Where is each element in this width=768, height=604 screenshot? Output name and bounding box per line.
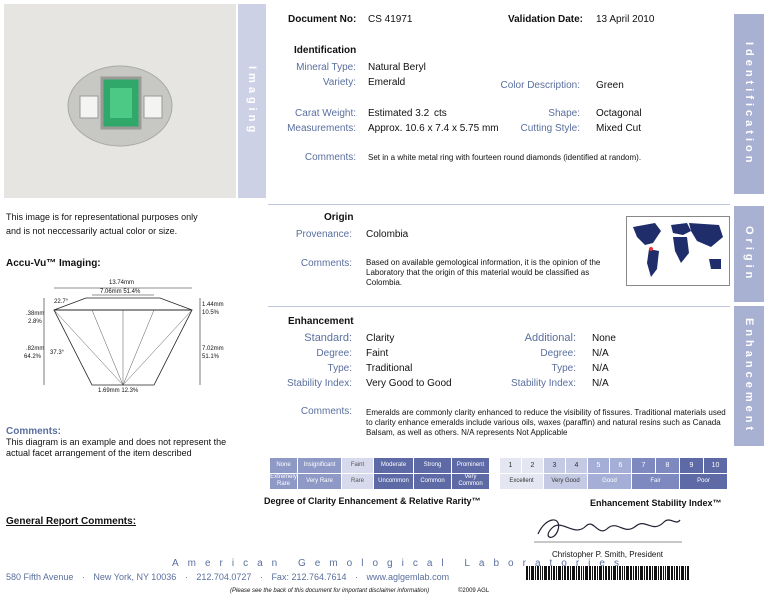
- world-map-drawing: [627, 217, 729, 285]
- additional-type-label: Type:: [551, 363, 576, 374]
- tab-imaging: [238, 4, 266, 198]
- cutting: Mixed Cut: [596, 123, 642, 134]
- signature-drawing: [528, 508, 688, 546]
- tab-identification: [734, 14, 764, 194]
- crown-angle-label: 22.7°: [54, 299, 69, 305]
- ring-image: [4, 4, 236, 198]
- clarity-bot-5: Very Common: [452, 474, 490, 489]
- shape: Octagonal: [596, 108, 642, 119]
- provenance: Colombia: [366, 229, 409, 240]
- origin-comments-label: Comments:: [300, 258, 352, 269]
- stability-num-3: 3: [544, 458, 566, 473]
- world-map: [626, 216, 730, 286]
- crown-height-mm: .38mm: [26, 311, 45, 317]
- footer-address: 580 Fifth Avenue: [6, 572, 74, 582]
- additional-label: Additional:: [524, 332, 576, 344]
- stability-num-8: 8: [656, 458, 680, 473]
- caption-line-2: and is not neccessarily actual color or size.: [6, 226, 178, 236]
- validation-date: 13 April 2010: [596, 14, 655, 25]
- cutting-label: Cutting Style:: [520, 123, 580, 134]
- caption-line-1: This image is for representational purposes only: [6, 212, 198, 222]
- variety-label: Variety:: [322, 77, 356, 88]
- general-comments-label: General Report Comments:: [6, 516, 137, 527]
- additional-stability-label: Stability Index:: [510, 378, 576, 389]
- clarity-top-1: Insignificant: [298, 458, 342, 473]
- gem-photo: [4, 4, 236, 198]
- shape-label: Shape:: [548, 108, 580, 119]
- identification-comments-label: Comments:: [304, 152, 356, 163]
- clarity-scale-title: Degree of Clarity Enhancement & Relative Rarity™: [264, 496, 481, 506]
- right-bot-pct: 51.1%: [202, 354, 220, 360]
- stability-label-poor: Poor: [680, 474, 728, 489]
- additional-degree-label: Degree:: [540, 348, 576, 359]
- validation-date-label: Validation Date:: [508, 14, 584, 25]
- footer-disclaimer: (Please see the back of this document for important disclaimer information): [230, 588, 430, 594]
- stability: Very Good to Good: [366, 378, 452, 389]
- footer-tel: 212.704.0727: [196, 572, 252, 582]
- stability-label: Stability Index:: [286, 378, 352, 389]
- stability-label-very-good: Very Good: [544, 474, 588, 489]
- measurements-label: Measurements:: [287, 123, 356, 134]
- culet-label: 1.69mm 12.3%: [98, 388, 139, 394]
- variety: Emerald: [368, 77, 406, 88]
- type-label: Type:: [327, 363, 352, 374]
- clarity-bot-1: Very Rare: [298, 474, 342, 489]
- stability-scale: [500, 458, 728, 490]
- document-no: CS 41971: [368, 14, 413, 25]
- additional-degree: N/A: [592, 348, 609, 359]
- clarity-scale: [270, 458, 490, 490]
- stability-num-4: 4: [566, 458, 588, 473]
- tab-origin-label: Origin: [743, 225, 755, 283]
- stability-num-10: 10: [704, 458, 728, 473]
- standard-label: Standard:: [304, 332, 352, 344]
- footer-lab-name: American Gemological Laboratories: [172, 558, 628, 569]
- footer-copyright: ©2009 AGL: [458, 588, 490, 594]
- stability-label-fair: Fair: [632, 474, 680, 489]
- enhancement-title: Enhancement: [288, 316, 354, 327]
- origin-comments: Based on available gemological information, it is the opinion of the Laboratory that the origin of this material would be classified as Colombia.: [366, 258, 601, 287]
- clarity-top-4: Strong: [414, 458, 452, 473]
- clarity-top-0: None: [270, 458, 298, 473]
- type: Traditional: [366, 363, 413, 374]
- right-bot-mm: 7.02mm: [202, 346, 224, 352]
- signature-svg: [528, 508, 688, 546]
- diagram-comments-text: This diagram is an example and does not represent the actual facet arrangement of the item described: [6, 437, 227, 458]
- carat-label: Carat Weight:: [295, 108, 356, 119]
- carat: Estimated 3.2: [368, 108, 430, 119]
- clarity-bot-4: Common: [414, 474, 452, 489]
- footer-city: New York, NY 10036: [93, 572, 177, 582]
- top-width-label: 13.74mm: [109, 280, 135, 286]
- table-label: 7.06mm 51.4%: [100, 289, 141, 295]
- identification-title: Identification: [294, 45, 357, 56]
- enhancement-comments-label: Comments:: [300, 406, 352, 417]
- measurements: Approx. 10.6 x 7.4 x 5.75 mm: [368, 123, 499, 134]
- pav-depth-pct: 64.2%: [24, 354, 42, 360]
- tab-identification-label: Identification: [743, 41, 755, 167]
- stability-num-5: 5: [588, 458, 610, 473]
- accu-vu-title: Accu-Vu™ Imaging:: [6, 258, 101, 269]
- clarity-top-3: Moderate: [374, 458, 414, 473]
- origin-divider: [268, 204, 730, 205]
- carat-unit: cts: [434, 108, 447, 119]
- clarity-top-2: Faint: [342, 458, 374, 473]
- color-desc-label: Color Description:: [500, 80, 580, 91]
- standard: Clarity: [366, 333, 395, 344]
- stability-label-excellent: Excellent: [500, 474, 544, 489]
- clarity-bot-0: Extremely Rare: [270, 474, 297, 487]
- clarity-top-5: Prominent: [452, 458, 490, 473]
- right-top-mm: 1.44mm: [202, 302, 224, 308]
- footer-fax: Fax: 212.764.7614: [271, 572, 347, 582]
- stability-label-good: Good: [588, 474, 632, 489]
- signature-name: Christopher P. Smith, President: [552, 550, 664, 559]
- stability-num-6: 6: [610, 458, 632, 473]
- provenance-label: Provenance:: [295, 229, 352, 240]
- stability-num-2: 2: [522, 458, 544, 473]
- stability-num-1: 1: [500, 458, 522, 473]
- pav-depth-mm: .82mm: [26, 346, 45, 352]
- color-desc: Green: [596, 80, 624, 91]
- enhancement-divider: [268, 306, 730, 307]
- mineral-type: Natural Beryl: [368, 62, 426, 73]
- crown-height-pct: 2.8%: [28, 319, 42, 325]
- mineral-type-label: Mineral Type:: [296, 62, 356, 73]
- degree: Faint: [366, 348, 389, 359]
- document-no-label: Document No:: [288, 14, 357, 25]
- origin-title: Origin: [324, 212, 354, 223]
- tab-enhancement: [734, 306, 764, 446]
- right-top-pct: 10.5%: [202, 310, 220, 316]
- footer-web[interactable]: www.aglgemlab.com: [366, 572, 450, 582]
- pav-angle-label: 37.3°: [50, 350, 65, 356]
- enhancement-comments: Emeralds are commonly clarity enhanced to reduce the visibility of fissures. Traditional materials used to clarity enhance emeralds include various oils, waxes (paraffin) and natural resins such as Canada Balsam, as well as others. N/A represents Not Applicable: [366, 408, 726, 437]
- footer-contact: 580 Fifth Avenue · New York, NY 10036 · 212.704.0727 · Fax: 212.764.7614 · www.aglgemlab.com: [6, 572, 450, 582]
- tab-origin: [734, 206, 764, 302]
- facet-diagram: [4, 280, 236, 410]
- tab-enhancement-label: Enhancement: [743, 317, 755, 435]
- stability-num-7: 7: [632, 458, 656, 473]
- additional-type: N/A: [592, 363, 609, 374]
- clarity-bot-2: Rare: [342, 474, 374, 489]
- diagram-comments-label: Comments:: [6, 426, 62, 437]
- additional: None: [592, 333, 616, 344]
- clarity-bot-3: Uncommon: [374, 474, 414, 489]
- stability-scale-title: Enhancement Stability Index™: [590, 498, 722, 508]
- tab-imaging-label: Imaging: [246, 65, 258, 137]
- additional-stability: N/A: [592, 378, 609, 389]
- identification-comments: Set in a white metal ring with fourteen round diamonds (identified at random).: [368, 153, 642, 162]
- degree-label: Degree:: [316, 348, 352, 359]
- stability-num-9: 9: [680, 458, 704, 473]
